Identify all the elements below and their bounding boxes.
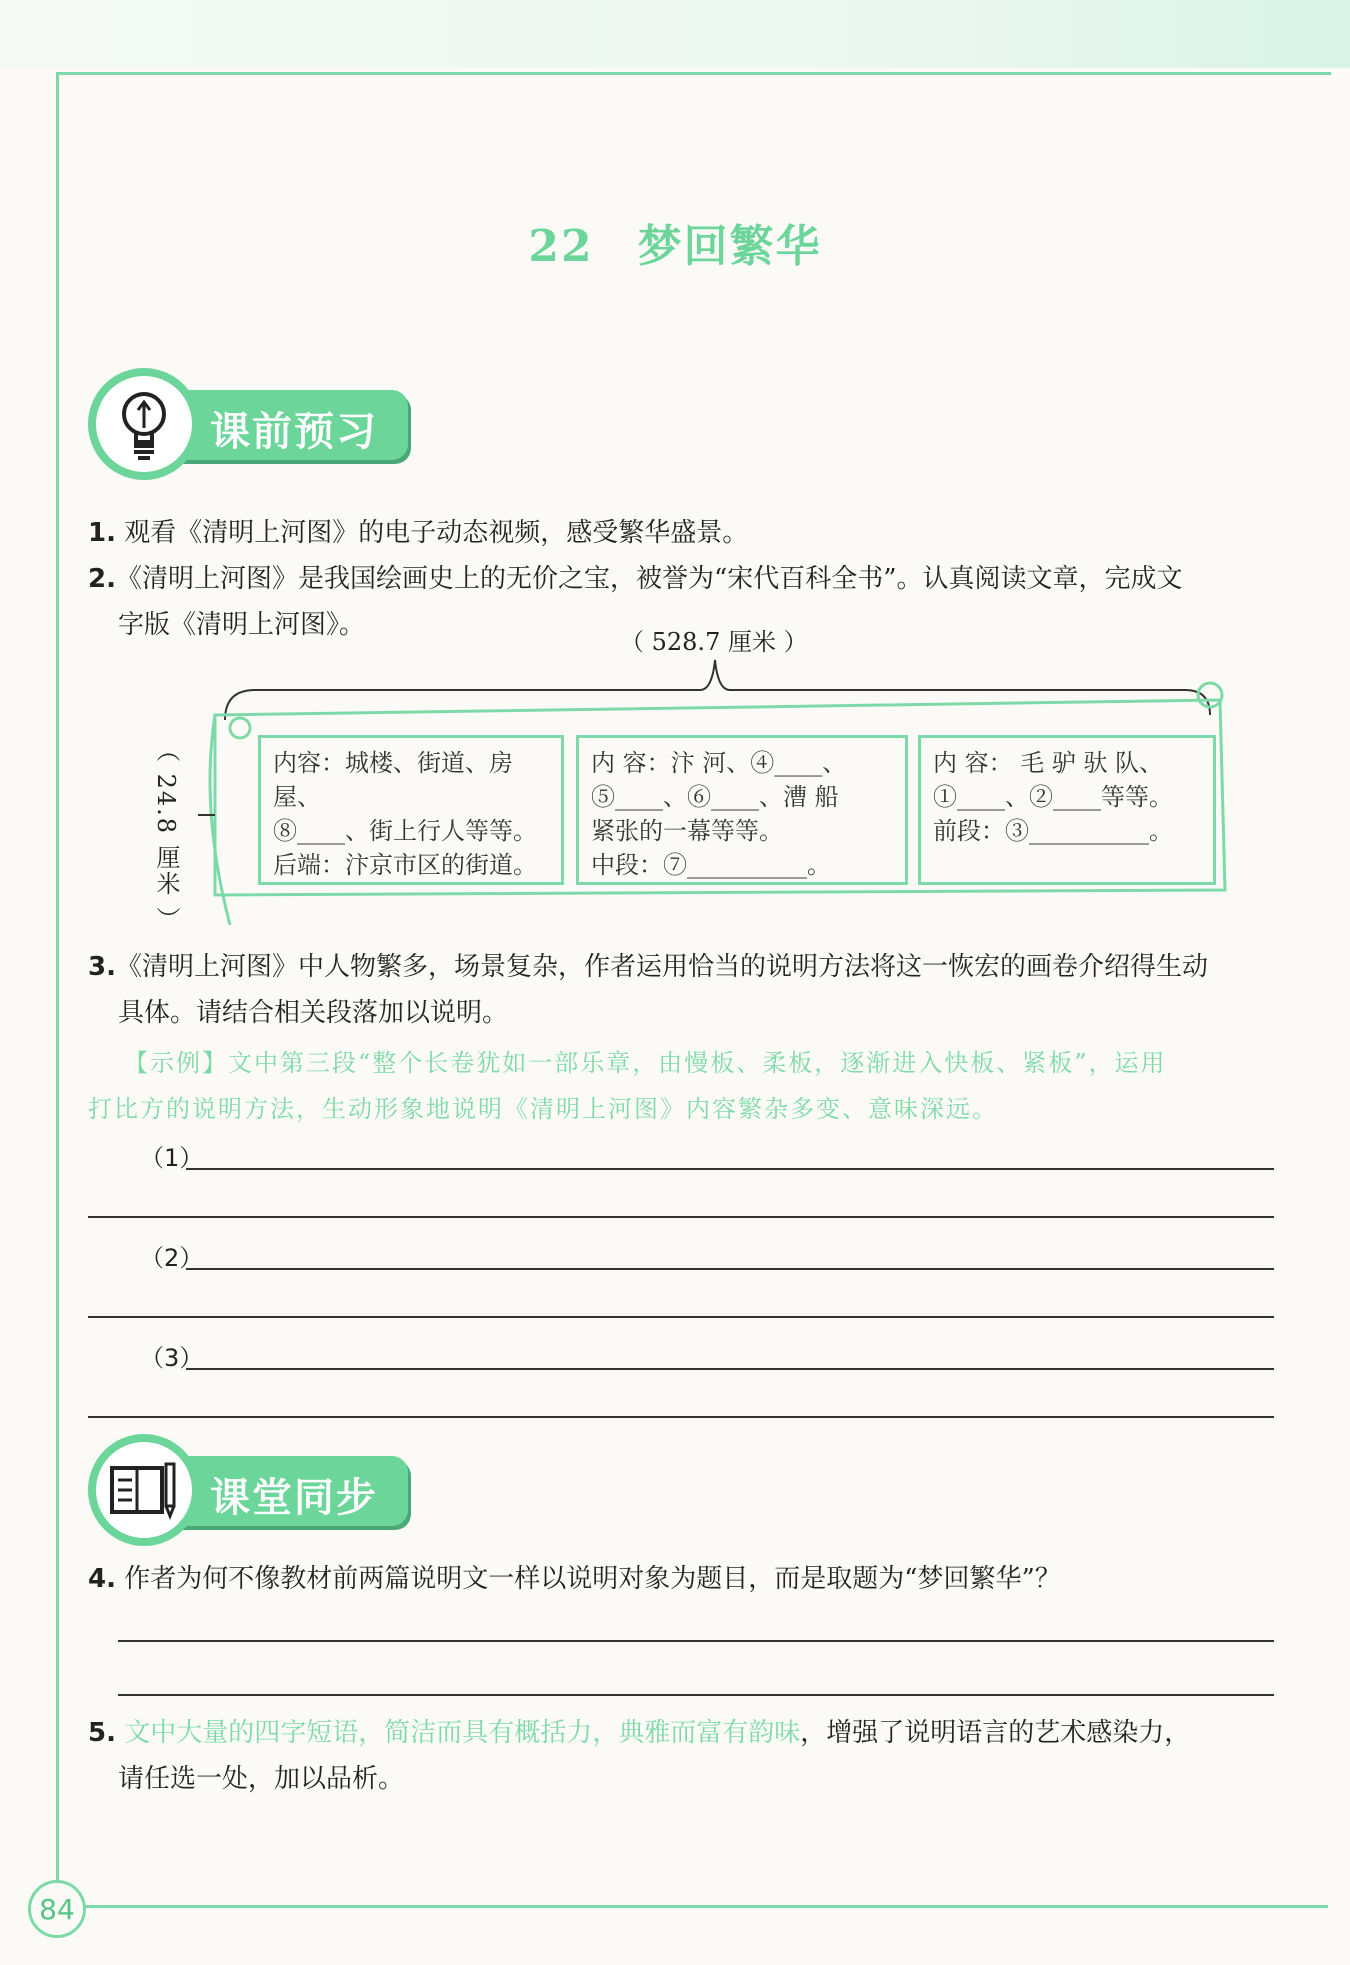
panel-line: 内 容：汴 河、④____、 <box>591 749 847 777</box>
page-number: 84 <box>28 1880 86 1938</box>
question-number: 5. <box>88 1718 116 1748</box>
question-text-rest: ，增强了说明语言的艺术感染力， <box>800 1718 1191 1748</box>
book-pencil-icon <box>88 1434 200 1546</box>
question-text-line1: 《清明上河图》是我国绘画史上的无价之宝，被誉为“宋代百科全书”。认真阅读文章，完成文 <box>115 564 1183 594</box>
question-text: 观看《清明上河图》的电子动态视频，感受繁华盛景。 <box>124 518 749 548</box>
panel-line: ⑧____、街上行人等等。 <box>273 817 537 845</box>
answer-line[interactable] <box>186 1268 1274 1270</box>
panel-line: 前段：③__________。 <box>933 817 1173 845</box>
panel-line: ⑤____、⑥____、漕 船 <box>591 783 839 811</box>
question-3 <box>88 944 1278 1036</box>
answer-label-1: （1） <box>140 1144 204 1172</box>
question-text-line2: 字版《清明上河图》。 <box>118 610 366 640</box>
panel-line: 内容：城楼、街道、房屋、 <box>273 749 513 811</box>
example-line2: 打比方的说明方法，生动形象地说明《清明上河图》内容繁杂多变、意味深远。 <box>88 1095 998 1123</box>
question-text-line2: 具体。请结合相关段落加以说明。 <box>118 998 509 1028</box>
lesson-title-text: 梦回繁华 <box>637 221 822 272</box>
lesson-number: 22 <box>528 221 594 272</box>
scroll-panel-middle <box>576 735 908 885</box>
bottom-rule <box>80 1905 1328 1908</box>
answer-line[interactable] <box>88 1216 1274 1218</box>
panel-line: 后端：汴京市区的街道。 <box>273 851 537 879</box>
answer-line[interactable] <box>186 1168 1274 1170</box>
question-text: 作者为何不像教材前两篇说明文一样以说明对象为题目，而是取题为“梦回繁华”？ <box>124 1564 1061 1594</box>
panel-line: 紧张的一幕等等。 <box>591 817 783 845</box>
answer-label-3: （3） <box>140 1344 204 1372</box>
question-text-highlight: 文中大量的四字短语，简洁而具有概括力，典雅而富有韵味 <box>124 1718 801 1748</box>
question-4 <box>88 1556 1278 1602</box>
example-answer <box>88 1040 1278 1132</box>
question-number: 3. <box>88 952 116 982</box>
panel-line: 中段：⑦__________。 <box>591 851 831 879</box>
section-badge-classroom <box>88 1434 418 1554</box>
scroll-panel-back <box>258 735 564 885</box>
section-title-classroom: 课堂同步 <box>210 1475 378 1521</box>
panel-line: 内 容： 毛 驴 驮 队、 <box>933 749 1164 777</box>
answer-label-2: （2） <box>140 1244 204 1272</box>
question-text-line1: 《清明上河图》中人物繁多，场景复杂，作者运用恰当的说明方法将这一恢宏的画卷介绍得生动 <box>115 952 1208 982</box>
panel-line: ①____、②____等等。 <box>933 783 1173 811</box>
question-5 <box>88 1710 1278 1802</box>
answer-line[interactable] <box>88 1316 1274 1318</box>
scroll-panel-front <box>918 735 1216 885</box>
height-label: （ 24.8 厘米 ） <box>152 738 180 933</box>
answer-line[interactable] <box>88 1416 1274 1418</box>
answer-line[interactable] <box>118 1694 1274 1696</box>
question-number: 2. <box>88 564 116 594</box>
section-title-preview: 课前预习 <box>210 409 378 455</box>
question-number: 1. <box>88 518 116 548</box>
answer-line[interactable] <box>118 1640 1274 1642</box>
width-label: （ 528.7 厘米 ） <box>620 628 808 656</box>
question-text-line2: 请任选一处，加以品析。 <box>118 1764 405 1794</box>
answer-line[interactable] <box>186 1368 1274 1370</box>
example-line1: 【示例】文中第三段“整个长卷犹如一部乐章，由慢板、柔板，逐渐进入快板、紧板”，运用 <box>124 1049 1167 1077</box>
question-number: 4. <box>88 1564 116 1594</box>
